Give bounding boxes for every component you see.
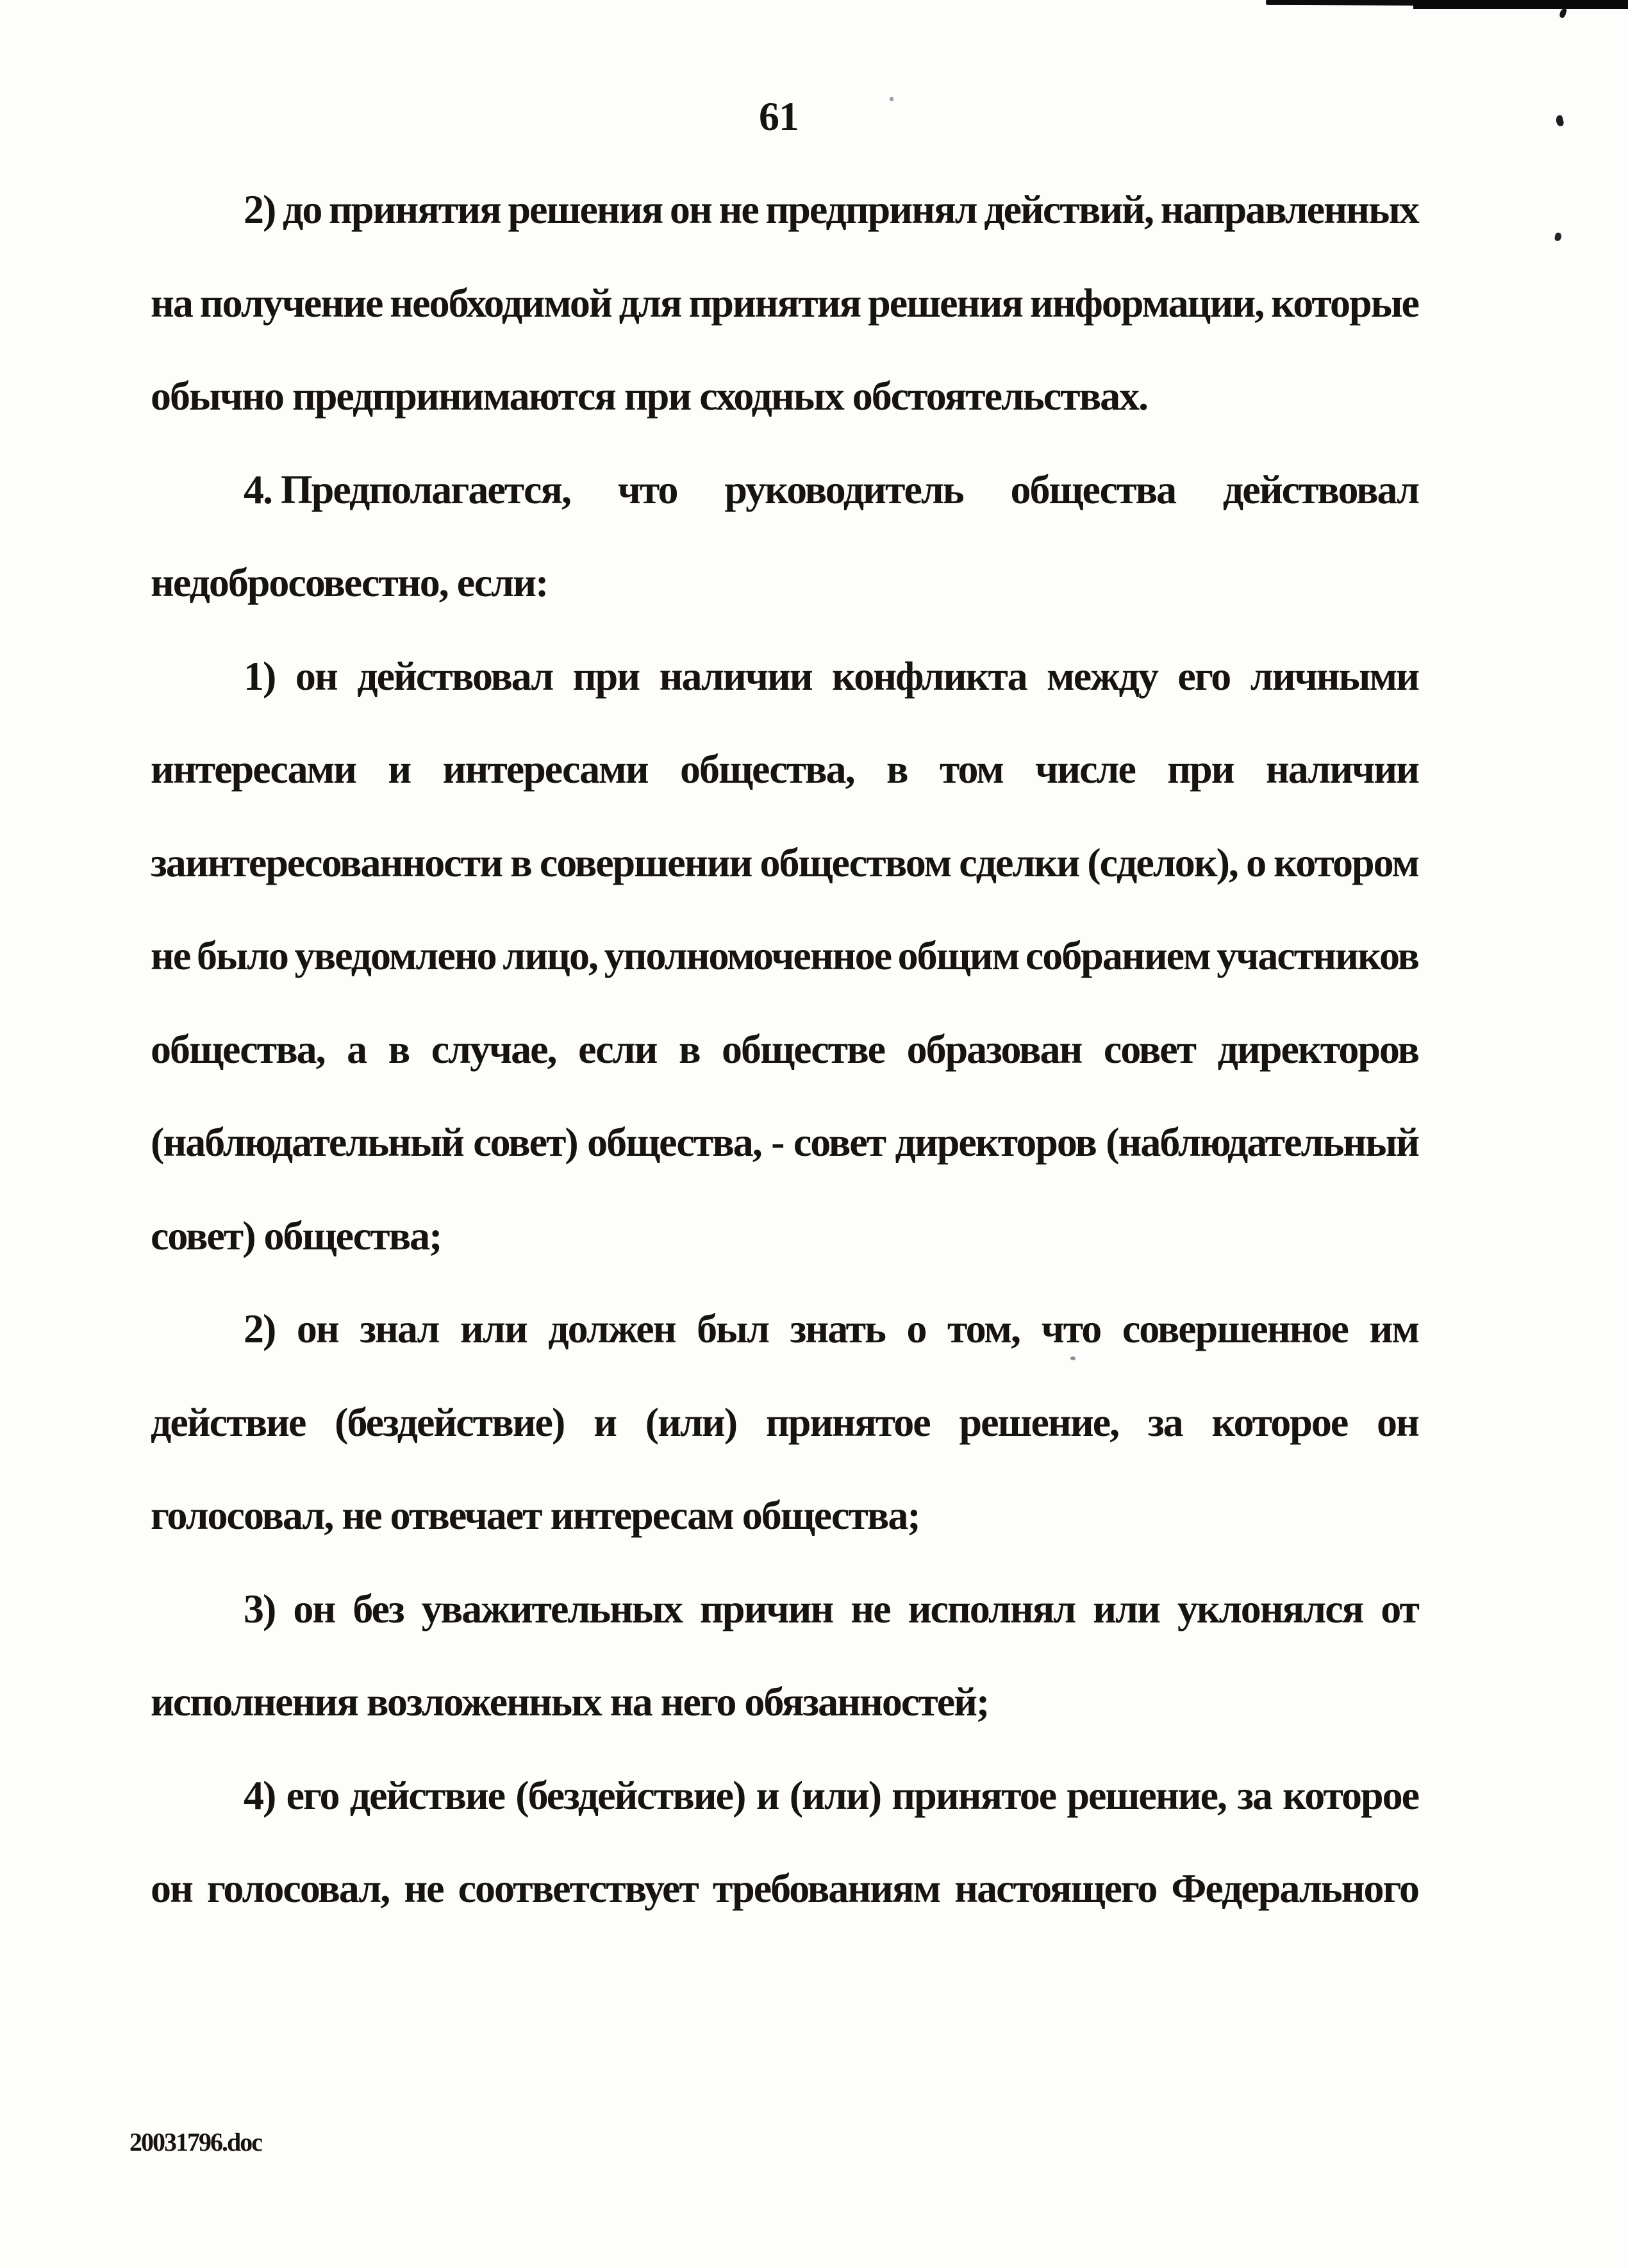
word: или bbox=[460, 1306, 527, 1351]
word: он bbox=[295, 653, 337, 699]
word: директоров bbox=[895, 1119, 1096, 1165]
word: его bbox=[1177, 653, 1231, 699]
word: уважительных bbox=[421, 1585, 682, 1631]
word: голосовал, bbox=[206, 1865, 390, 1911]
word: числе bbox=[1035, 746, 1135, 792]
word: он bbox=[293, 1585, 335, 1631]
word: решения bbox=[508, 187, 663, 232]
word: в bbox=[678, 1026, 700, 1072]
word: соответствует bbox=[458, 1865, 698, 1911]
word: не bbox=[851, 1585, 890, 1631]
word: причин bbox=[700, 1585, 833, 1631]
word: (или) bbox=[645, 1399, 737, 1445]
text-line: совет) общества; bbox=[151, 1212, 442, 1258]
text-line: голосовал, не отвечает интересам общества; bbox=[151, 1492, 920, 1538]
word: между bbox=[1047, 653, 1158, 699]
word: том, bbox=[947, 1306, 1020, 1351]
text-line bbox=[151, 256, 1418, 350]
word: было bbox=[196, 933, 288, 978]
word: его bbox=[286, 1772, 339, 1818]
page-number: 61 bbox=[759, 94, 799, 139]
text-line bbox=[151, 1003, 1418, 1096]
word: настоящего bbox=[954, 1865, 1157, 1911]
word: не bbox=[151, 933, 190, 978]
word: которые bbox=[1271, 279, 1418, 326]
word: случае, bbox=[431, 1026, 556, 1072]
text-line bbox=[151, 909, 1418, 1003]
word: общества bbox=[1010, 466, 1176, 512]
text-line bbox=[151, 443, 1418, 537]
ink-speck bbox=[1555, 115, 1565, 127]
text-line: обычно предпринимаются при сходных обстоятельствах. bbox=[151, 373, 1148, 419]
word: (бездействие) bbox=[515, 1772, 745, 1818]
text-line bbox=[151, 1749, 1418, 1842]
word: собранием bbox=[1025, 933, 1210, 978]
text-line bbox=[151, 722, 1418, 816]
word: предпринял bbox=[765, 187, 977, 232]
word: - bbox=[771, 1119, 784, 1165]
word: (сделок), bbox=[1087, 839, 1238, 885]
word: совершении bbox=[539, 839, 752, 885]
word: принятия bbox=[329, 187, 501, 232]
word: обществе bbox=[722, 1026, 885, 1072]
word: общим bbox=[897, 933, 1019, 978]
word: которое bbox=[1283, 1772, 1418, 1818]
word: что bbox=[1041, 1306, 1101, 1351]
text-line bbox=[151, 1562, 1418, 1656]
word: исполнял bbox=[908, 1585, 1076, 1631]
word: им bbox=[1369, 1306, 1418, 1351]
text-line bbox=[151, 1376, 1418, 1469]
word: общества, bbox=[151, 1026, 325, 1072]
word: на bbox=[151, 279, 192, 326]
word: директоров bbox=[1217, 1026, 1418, 1072]
word: о bbox=[906, 1306, 926, 1351]
text-line: исполнения возложенных на него обязанностей; bbox=[151, 1679, 989, 1724]
word: общества, bbox=[587, 1119, 761, 1165]
word: требованиям bbox=[712, 1865, 940, 1911]
word: должен bbox=[548, 1306, 676, 1351]
word: при bbox=[1167, 746, 1234, 792]
word: уклонялся bbox=[1177, 1585, 1363, 1631]
text-line bbox=[151, 1842, 1418, 1935]
word: личными bbox=[1250, 653, 1418, 699]
word: 4. Предполагается, bbox=[244, 466, 570, 512]
word: совет bbox=[793, 1119, 886, 1165]
word: действие bbox=[151, 1399, 306, 1445]
word: и bbox=[756, 1772, 779, 1818]
word: совет) bbox=[473, 1119, 577, 1165]
word: информации, bbox=[1029, 279, 1264, 326]
word: которое bbox=[1211, 1399, 1348, 1445]
word: от bbox=[1381, 1585, 1418, 1631]
word: руководитель bbox=[724, 466, 963, 512]
word: (бездействие) bbox=[335, 1399, 565, 1445]
word: что bbox=[617, 466, 677, 512]
scan-noise-left-edge bbox=[0, 0, 68, 2103]
word: решение, bbox=[959, 1399, 1119, 1445]
word: 1) bbox=[244, 653, 276, 699]
word: при bbox=[572, 653, 640, 699]
word: конфликта bbox=[832, 653, 1027, 699]
word: (наблюдательный bbox=[151, 1119, 463, 1165]
word: решения bbox=[868, 279, 1022, 326]
word: за bbox=[1147, 1399, 1183, 1445]
word: получение bbox=[199, 279, 383, 326]
word: (или) bbox=[789, 1772, 881, 1818]
text-line bbox=[151, 630, 1418, 723]
word: без bbox=[353, 1585, 404, 1631]
word: а bbox=[347, 1026, 367, 1072]
word: в bbox=[510, 839, 531, 885]
word: 4) bbox=[244, 1772, 276, 1818]
word: совет bbox=[1103, 1026, 1196, 1072]
word: 3) bbox=[244, 1585, 276, 1631]
word: принятия bbox=[688, 279, 861, 326]
word: том bbox=[939, 746, 1003, 792]
word: и bbox=[388, 746, 411, 792]
word: за bbox=[1237, 1772, 1272, 1818]
word: образован bbox=[906, 1026, 1082, 1072]
word: котором bbox=[1274, 839, 1418, 885]
word: не bbox=[718, 187, 758, 232]
word: о bbox=[1246, 839, 1266, 885]
word: решение, bbox=[1067, 1772, 1226, 1818]
text-line bbox=[151, 163, 1418, 256]
word: уведомлено bbox=[294, 933, 496, 978]
word: он bbox=[1377, 1399, 1418, 1445]
word: интересами bbox=[151, 746, 356, 792]
word: или bbox=[1093, 1585, 1159, 1631]
word: (наблюдательный bbox=[1106, 1119, 1418, 1165]
word: наличии bbox=[659, 653, 812, 699]
word: знать bbox=[790, 1306, 885, 1351]
word: принятое bbox=[892, 1772, 1056, 1818]
word: действий, bbox=[984, 187, 1153, 232]
word: наличии bbox=[1265, 746, 1418, 792]
ink-speck bbox=[890, 97, 893, 101]
word: уполномоченное bbox=[604, 933, 891, 978]
word: действие bbox=[349, 1772, 505, 1818]
word: действовал bbox=[1222, 466, 1418, 512]
word: был bbox=[697, 1306, 769, 1351]
word: для bbox=[619, 279, 681, 326]
word: 2) bbox=[244, 187, 276, 232]
word: он bbox=[151, 1865, 192, 1911]
word: не bbox=[404, 1865, 444, 1911]
footer-filename: 20031796.doc bbox=[129, 2128, 262, 2156]
word: действовал bbox=[357, 653, 553, 699]
word: лицо, bbox=[503, 933, 597, 978]
text-line bbox=[151, 1282, 1418, 1376]
scan-artifact-tick bbox=[1559, 8, 1567, 19]
word: в bbox=[388, 1026, 410, 1072]
word: принятое bbox=[765, 1399, 930, 1445]
word: Федерального bbox=[1171, 1865, 1418, 1911]
word: направленных bbox=[1160, 187, 1418, 232]
word: обществом bbox=[760, 839, 951, 885]
word: необходимой bbox=[390, 279, 611, 326]
word: заинтересованности bbox=[151, 839, 502, 885]
scan-artifact-top-line-thick bbox=[1413, 0, 1628, 9]
word: знал bbox=[360, 1306, 439, 1351]
text-line: недобросовестно, если: bbox=[151, 560, 548, 605]
word: и bbox=[594, 1399, 616, 1445]
ink-speck bbox=[1554, 232, 1562, 242]
word: до bbox=[282, 187, 322, 232]
word: он bbox=[296, 1306, 338, 1351]
word: в bbox=[886, 746, 908, 792]
text-block bbox=[151, 163, 1418, 1935]
word: совершенное bbox=[1122, 1306, 1348, 1351]
text-line bbox=[151, 1096, 1418, 1189]
word: участников bbox=[1217, 933, 1418, 978]
text-line bbox=[151, 816, 1418, 910]
word: общества, bbox=[679, 746, 854, 792]
word: он bbox=[669, 187, 711, 232]
word: 2) bbox=[244, 1306, 276, 1351]
scan-noise-right-edge bbox=[1600, 442, 1624, 2268]
word: сделки bbox=[959, 839, 1079, 885]
word: интересами bbox=[442, 746, 648, 792]
word: если bbox=[578, 1026, 657, 1072]
